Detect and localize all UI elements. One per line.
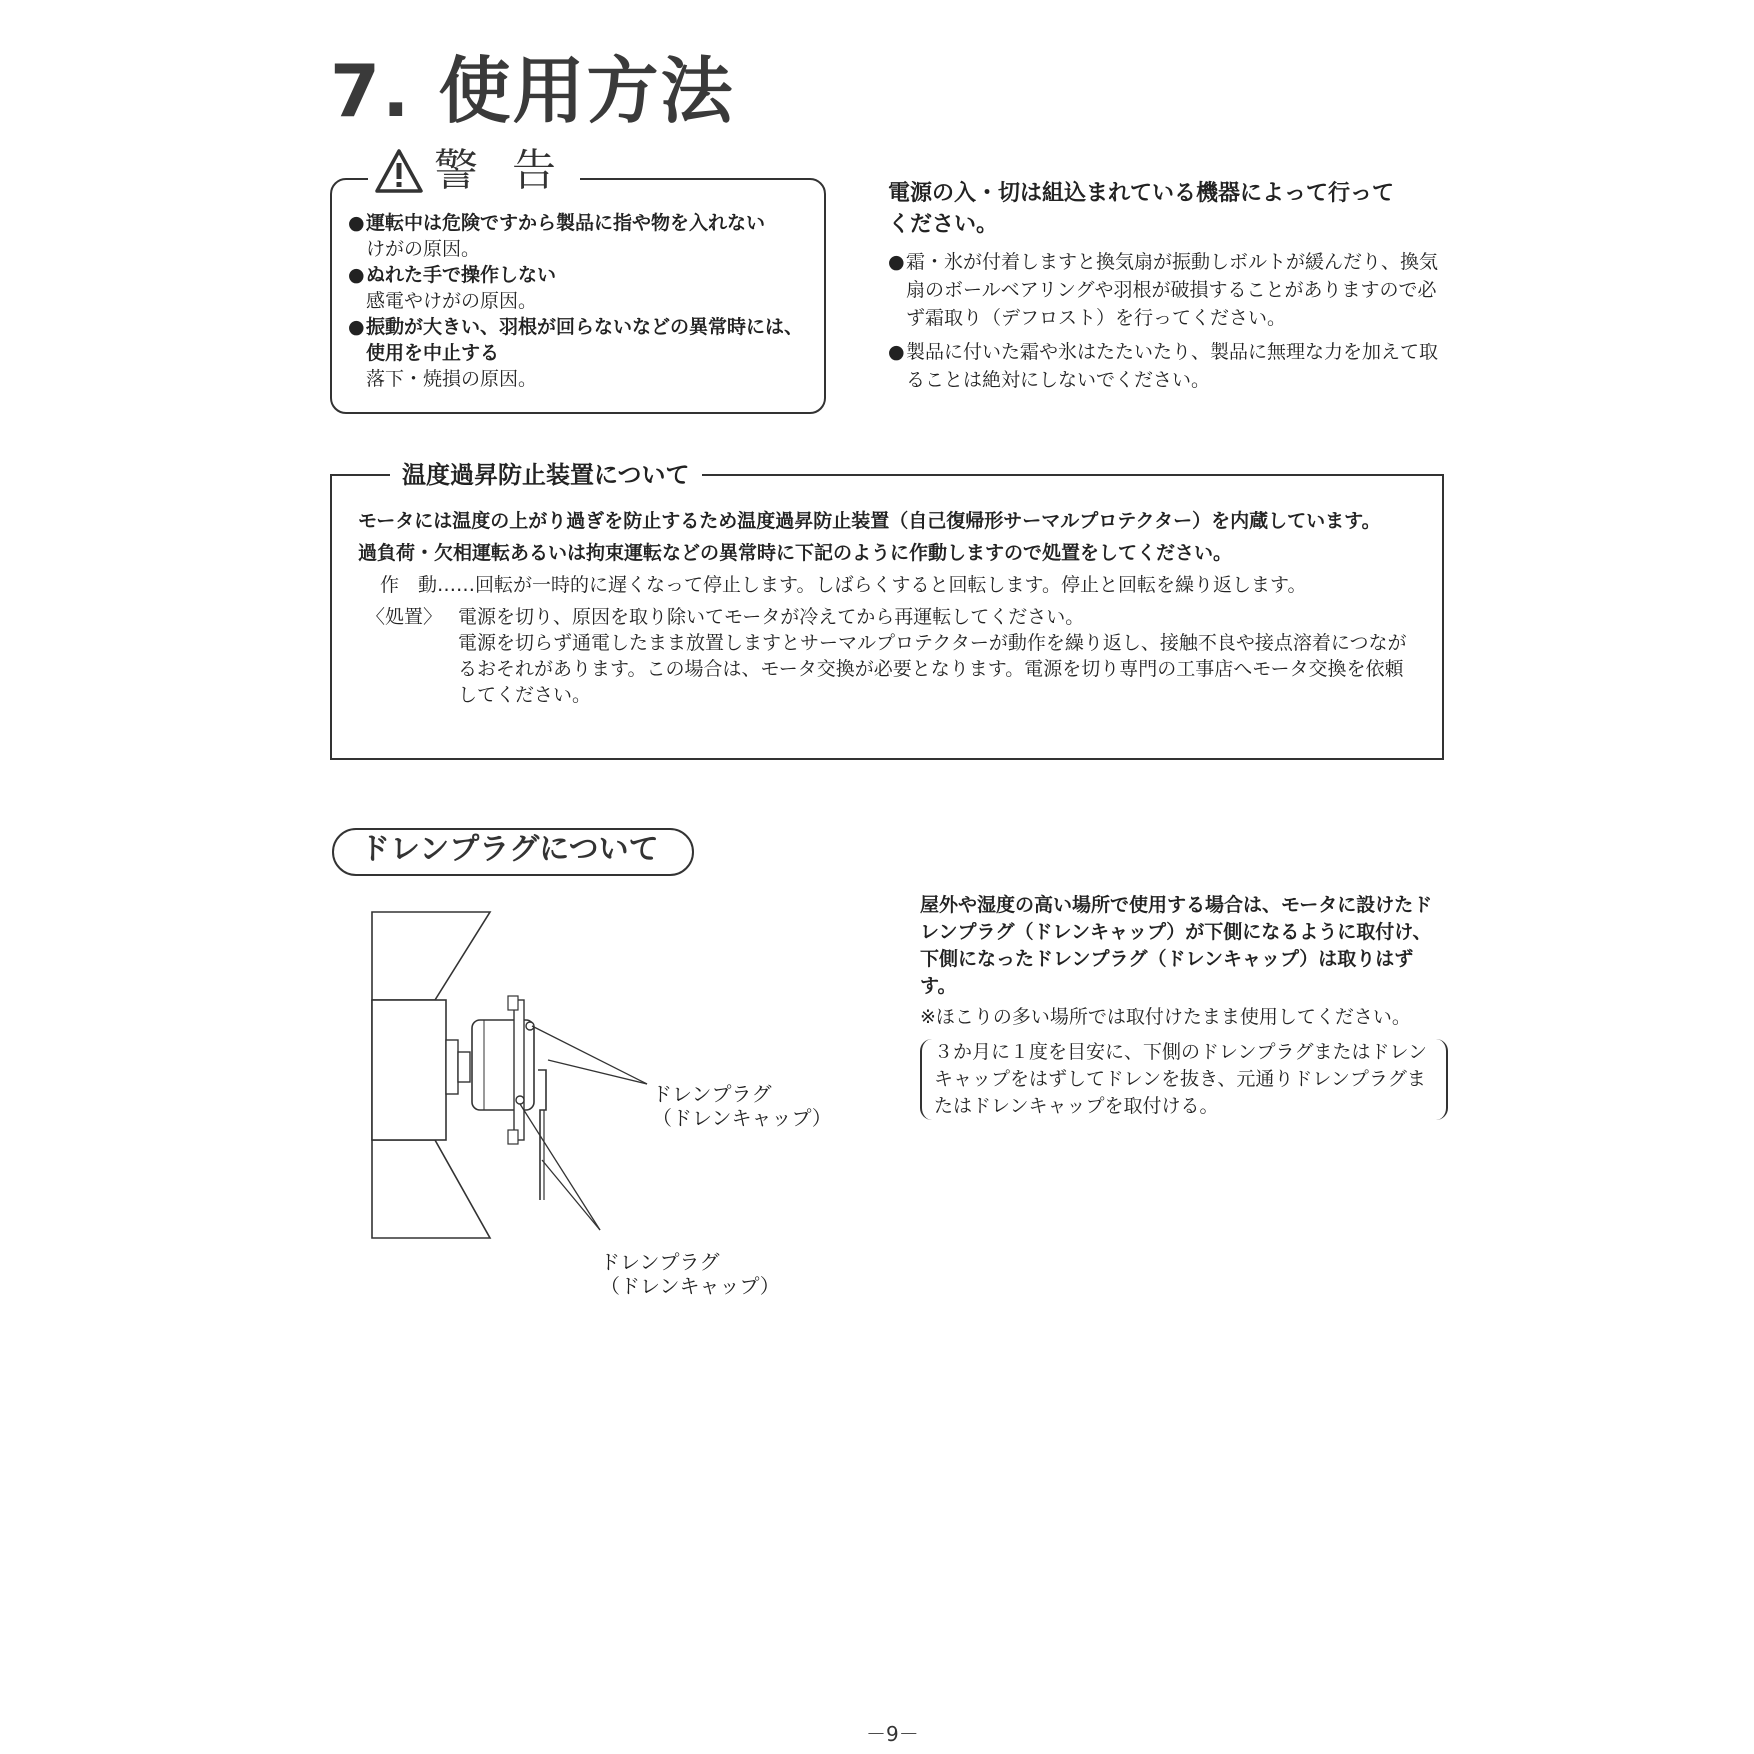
power-item: ● 製品に付いた霜や氷はたたいたり、製品に無理な力を加えて取ることは絶対にしないでください。 [888, 341, 1439, 391]
drain-note: ※ほこりの多い場所では取付けたまま使用してください。 [920, 1006, 1411, 1028]
operation-row: 作 動……回転が一時的に遅くなって停止します。しばらくすると回転します。停止と回転を繰り返します。 [380, 574, 1307, 596]
leader-line [542, 1160, 600, 1230]
fan-blade-upper [372, 912, 490, 1000]
drain-text [920, 892, 1448, 1120]
measure-row: 〈処置〉 電源を切り、原因を取り除いてモータが冷えてから再運転してください。 電源を切らず通電したまま放置しますとサーマルプロテクターが動作を繰り返し、接触不良や接点溶着につながるおそれがあります。この場合は、モータ交換が必要となります。電源を切り専門の工事店へモータ交換を依頼してください。 [366, 606, 1407, 706]
fan-hub [372, 1000, 446, 1140]
warning-item: ●振動が大きい、羽根が回らないなどの異常時には、 [348, 316, 804, 338]
warning-list [348, 210, 818, 392]
power-list [888, 248, 1448, 394]
leader-line [548, 1060, 647, 1084]
page-title: 7. 使用方法 [330, 49, 735, 133]
power-item: ● 霜・氷が付着しますと換気扇が振動しボルトが緩んだり、換気扇のボールベアリングや羽根が破損することがありますので必ず霜取り（デフロスト）を行ってください。 [888, 251, 1439, 329]
warning-triangle-icon [374, 148, 424, 194]
fan-blade-lower [372, 1140, 490, 1238]
temperature-line1: モータには温度の上がり過ぎを防止するため温度過昇防止装置（自己復帰形サーマルプロテクター）を内蔵しています。 [358, 510, 1381, 532]
temperature-heading: 温度過昇防止装置について [390, 460, 702, 490]
warning-item-sub: 感電やけがの原因。 [366, 290, 538, 312]
leader-line [532, 1026, 647, 1084]
leader-line [520, 1104, 600, 1230]
motor-body [472, 1020, 534, 1110]
warning-item: ●ぬれた手で操作しない [348, 264, 557, 286]
page-number: －9－ [866, 1722, 919, 1746]
drain-instruction: 屋外や湿度の高い場所で使用する場合は、モータに設けたドレンプラグ（ドレンキャップ）が下側になるように取付け、下側になったドレンプラグ（ドレンキャップ）は取りはずす。 [920, 894, 1433, 997]
drain-plug-label-lower: ドレンプラグ （ドレンキャップ） [600, 1250, 780, 1298]
warning-item-sub: 落下・焼損の原因。 [366, 368, 538, 390]
temperature-body [358, 508, 1418, 708]
power-heading: 電源の入・切は組込まれている機器によって行って ください。 [888, 181, 1395, 237]
drain-maintenance-note: ３か月に１度を目安に、下側のドレンプラグまたはドレンキャップをはずしてドレンを抜き、元通りドレンプラグまたはドレンキャップを取付ける。 [920, 1039, 1448, 1120]
warning-item-sub: けがの原因。 [366, 238, 481, 260]
shaft-nut [446, 1040, 458, 1094]
warning-title: 警 告 [434, 145, 566, 196]
drain-plug-label-upper: ドレンプラグ （ドレンキャップ） [652, 1082, 832, 1130]
mounting-bracket [514, 1000, 524, 1140]
fan-motor-diagram [360, 900, 780, 1250]
drain-plug-lower [516, 1096, 524, 1104]
warning-heading [368, 145, 580, 196]
temperature-line2: 過負荷・欠相運転あるいは拘束運転などの異常時に下記のように作動しますので処置をしてください。 [358, 542, 1233, 564]
warning-item: ●運転中は危険ですから製品に指や物を入れない [348, 212, 766, 234]
drain-heading: ドレンプラグについて [360, 832, 659, 867]
warning-item-bold2: 使用を中止する [366, 342, 500, 364]
power-section [888, 178, 1448, 400]
